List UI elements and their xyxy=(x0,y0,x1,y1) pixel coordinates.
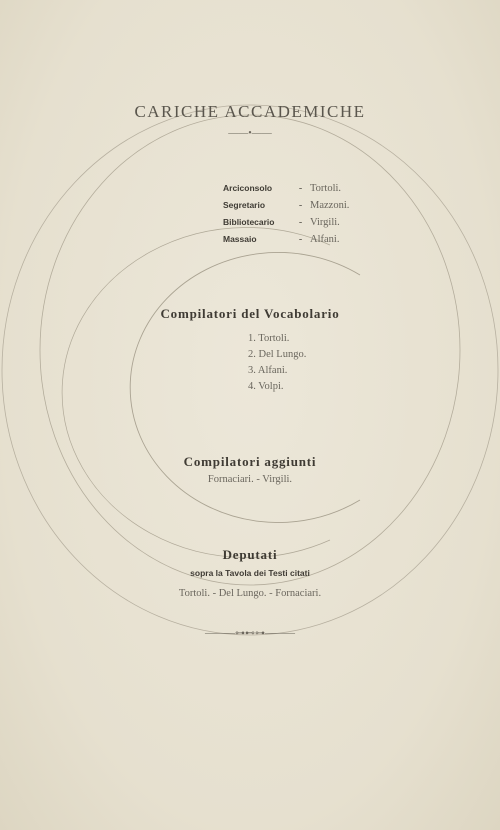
officer-dash: - xyxy=(298,183,303,194)
officer-row xyxy=(223,234,339,245)
list-item: 1. Tortoli. xyxy=(248,333,290,344)
officer-name: Virgili. xyxy=(310,217,340,228)
officer-dash: - xyxy=(298,217,303,228)
list-item: 3. Alfani. xyxy=(248,365,288,376)
officer-role: Segretario xyxy=(223,200,266,210)
officer-dash: - xyxy=(298,200,303,211)
officer-name: Alfani. xyxy=(310,234,340,245)
section-heading-deputati: Deputati xyxy=(222,547,278,562)
section-heading-compilatori: Compilatori del Vocabolario xyxy=(160,306,340,321)
ornament-top: ——•—— xyxy=(228,128,272,139)
officer-row xyxy=(223,200,349,211)
list-item: 2. Del Lungo. xyxy=(248,349,307,360)
section-heading-aggiunti: Compilatori aggiunti xyxy=(183,454,317,469)
officer-name: Mazzoni. xyxy=(310,200,350,211)
officer-role: Massaio xyxy=(223,234,257,244)
officer-row xyxy=(223,217,340,228)
officer-role: Bibliotecario xyxy=(223,217,275,227)
aggiunti-names: Fornaciari. - Virgili. xyxy=(207,474,293,485)
officer-name: Tortoli. xyxy=(310,183,342,194)
list-item: 4. Volpi. xyxy=(248,381,284,392)
officer-role: Arciconsolo xyxy=(223,183,273,193)
ornament-bottom: ———⊶⊷⊶——— xyxy=(205,628,295,639)
deputati-names: Tortoli. - Del Lungo. - Fornaciari. xyxy=(178,588,322,599)
officer-dash: - xyxy=(298,234,303,245)
deputati-subtitle: sopra la Tavola dei Testi citati xyxy=(190,568,310,578)
officer-row xyxy=(223,183,341,194)
page-title: CARICHE ACCADEMICHE xyxy=(134,102,366,121)
